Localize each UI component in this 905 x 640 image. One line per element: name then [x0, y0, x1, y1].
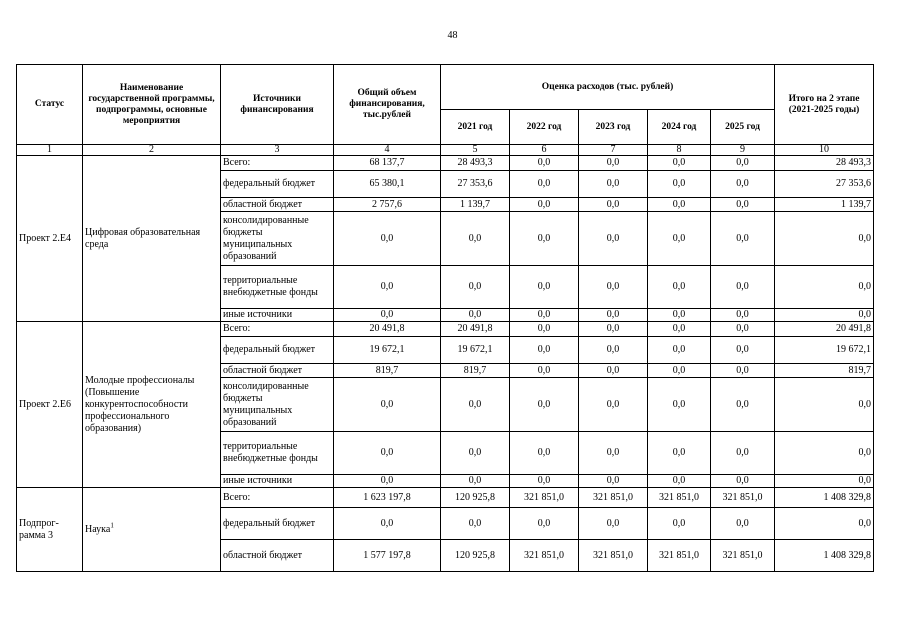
amount-y2024: 0,0 — [648, 378, 711, 432]
amount-y2025: 0,0 — [711, 171, 775, 198]
amount-y2024: 0,0 — [648, 508, 711, 540]
amount-y2024: 0,0 — [648, 171, 711, 198]
header-name: Наименование государственной программы, подпрограммы, основные мероприятия — [83, 65, 221, 145]
funding-source: федеральный бюджет — [221, 171, 334, 198]
amount-y2021: 819,7 — [441, 364, 510, 378]
column-number: 8 — [648, 145, 711, 156]
amount-y2025: 0,0 — [711, 364, 775, 378]
amount-y2021: 0,0 — [441, 475, 510, 488]
section-status: Проект 2.Е6 — [17, 322, 83, 488]
table-row — [17, 156, 874, 171]
amount-y2024: 0,0 — [648, 309, 711, 322]
amount-y2022: 0,0 — [510, 212, 579, 266]
amount-y2025: 0,0 — [711, 337, 775, 364]
amount-y2023: 0,0 — [579, 475, 648, 488]
header-year: 2025 год — [711, 110, 775, 145]
column-number: 2 — [83, 145, 221, 156]
amount-stage-total: 0,0 — [775, 475, 874, 488]
amount-total: 19 672,1 — [334, 337, 441, 364]
funding-source: территориальные внебюджетные фонды — [221, 432, 334, 475]
amount-y2024: 0,0 — [648, 337, 711, 364]
amount-y2021: 0,0 — [441, 432, 510, 475]
amount-stage-total: 1 139,7 — [775, 198, 874, 212]
amount-y2022: 0,0 — [510, 432, 579, 475]
amount-y2023: 0,0 — [579, 432, 648, 475]
column-number: 4 — [334, 145, 441, 156]
amount-stage-total: 0,0 — [775, 266, 874, 309]
amount-y2025: 0,0 — [711, 322, 775, 337]
header-status: Статус — [17, 65, 83, 145]
amount-stage-total: 0,0 — [775, 508, 874, 540]
amount-stage-total: 20 491,8 — [775, 322, 874, 337]
table-body — [17, 156, 874, 572]
column-number: 3 — [221, 145, 334, 156]
header-sources: Источники финансирования — [221, 65, 334, 145]
amount-y2022: 0,0 — [510, 322, 579, 337]
amount-y2023: 0,0 — [579, 378, 648, 432]
header-stage-total: Итого на 2 этапе (2021-2025 годы) — [775, 65, 874, 145]
amount-y2025: 0,0 — [711, 156, 775, 171]
amount-total: 0,0 — [334, 432, 441, 475]
amount-stage-total: 1 408 329,8 — [775, 488, 874, 508]
amount-y2023: 0,0 — [579, 171, 648, 198]
amount-stage-total: 0,0 — [775, 432, 874, 475]
section-name-text: Цифровая образовательная среда — [85, 226, 201, 250]
section-name — [83, 322, 221, 488]
section-status: Проект 2.Е4 — [17, 156, 83, 322]
amount-y2025: 0,0 — [711, 378, 775, 432]
amount-y2023: 0,0 — [579, 322, 648, 337]
amount-y2023: 0,0 — [579, 156, 648, 171]
amount-total: 0,0 — [334, 508, 441, 540]
section-name-text: Молодые профессионалы (Повышение конкурентоспособности профессионального образования) — [85, 374, 195, 434]
amount-y2025: 321 851,0 — [711, 488, 775, 508]
amount-y2023: 0,0 — [579, 212, 648, 266]
amount-y2025: 0,0 — [711, 475, 775, 488]
amount-y2025: 0,0 — [711, 266, 775, 309]
amount-total: 2 757,6 — [334, 198, 441, 212]
amount-y2024: 0,0 — [648, 198, 711, 212]
amount-y2024: 321 851,0 — [648, 540, 711, 572]
table-row — [17, 322, 874, 337]
footnote-marker: 1 — [110, 521, 114, 530]
amount-y2025: 0,0 — [711, 508, 775, 540]
amount-y2022: 321 851,0 — [510, 540, 579, 572]
header-year: 2021 год — [441, 110, 510, 145]
column-number: 9 — [711, 145, 775, 156]
amount-y2024: 0,0 — [648, 432, 711, 475]
amount-y2022: 0,0 — [510, 378, 579, 432]
amount-y2021: 0,0 — [441, 266, 510, 309]
amount-y2021: 20 491,8 — [441, 322, 510, 337]
amount-stage-total: 1 408 329,8 — [775, 540, 874, 572]
amount-y2024: 0,0 — [648, 156, 711, 171]
section-status: Подпрог-рамма 3 — [17, 488, 83, 572]
funding-source: областной бюджет — [221, 540, 334, 572]
amount-y2024: 321 851,0 — [648, 488, 711, 508]
amount-y2021: 1 139,7 — [441, 198, 510, 212]
column-number: 6 — [510, 145, 579, 156]
amount-y2024: 0,0 — [648, 322, 711, 337]
amount-total: 0,0 — [334, 378, 441, 432]
table-row — [17, 488, 874, 508]
amount-y2022: 0,0 — [510, 171, 579, 198]
header-year: 2024 год — [648, 110, 711, 145]
amount-total: 819,7 — [334, 364, 441, 378]
amount-total: 65 380,1 — [334, 171, 441, 198]
amount-y2023: 321 851,0 — [579, 488, 648, 508]
amount-stage-total: 0,0 — [775, 212, 874, 266]
amount-y2021: 27 353,6 — [441, 171, 510, 198]
amount-y2025: 0,0 — [711, 309, 775, 322]
amount-total: 0,0 — [334, 475, 441, 488]
amount-stage-total: 819,7 — [775, 364, 874, 378]
amount-total: 0,0 — [334, 266, 441, 309]
funding-source: консолидированные бюджеты муниципальных образований — [221, 212, 334, 266]
amount-y2022: 0,0 — [510, 266, 579, 309]
column-number: 1 — [17, 145, 83, 156]
header-estimate: Оценка расходов (тыс. рублей) — [441, 65, 775, 110]
header-year: 2022 год — [510, 110, 579, 145]
amount-y2021: 0,0 — [441, 508, 510, 540]
amount-stage-total: 0,0 — [775, 378, 874, 432]
amount-y2023: 0,0 — [579, 508, 648, 540]
amount-y2025: 0,0 — [711, 432, 775, 475]
funding-source: федеральный бюджет — [221, 508, 334, 540]
section-name — [83, 488, 221, 572]
amount-total: 1 577 197,8 — [334, 540, 441, 572]
amount-y2023: 0,0 — [579, 337, 648, 364]
amount-y2025: 321 851,0 — [711, 540, 775, 572]
funding-source: Всего: — [221, 156, 334, 171]
amount-y2022: 0,0 — [510, 309, 579, 322]
amount-total: 1 623 197,8 — [334, 488, 441, 508]
amount-total: 0,0 — [334, 212, 441, 266]
amount-y2024: 0,0 — [648, 266, 711, 309]
amount-stage-total: 27 353,6 — [775, 171, 874, 198]
funding-source: консолидированные бюджеты муниципальных образований — [221, 378, 334, 432]
funding-source: иные источники — [221, 475, 334, 488]
amount-stage-total: 0,0 — [775, 309, 874, 322]
amount-y2022: 0,0 — [510, 337, 579, 364]
amount-stage-total: 28 493,3 — [775, 156, 874, 171]
amount-y2021: 120 925,8 — [441, 540, 510, 572]
header-year: 2023 год — [579, 110, 648, 145]
budget-table — [16, 64, 874, 572]
amount-y2023: 0,0 — [579, 309, 648, 322]
amount-total: 0,0 — [334, 309, 441, 322]
amount-y2021: 0,0 — [441, 212, 510, 266]
amount-y2022: 0,0 — [510, 475, 579, 488]
amount-y2023: 0,0 — [579, 364, 648, 378]
funding-source: Всего: — [221, 488, 334, 508]
amount-y2022: 0,0 — [510, 508, 579, 540]
amount-total: 20 491,8 — [334, 322, 441, 337]
amount-y2025: 0,0 — [711, 198, 775, 212]
funding-source: областной бюджет — [221, 364, 334, 378]
amount-y2023: 0,0 — [579, 198, 648, 212]
amount-y2022: 0,0 — [510, 198, 579, 212]
amount-total: 68 137,7 — [334, 156, 441, 171]
amount-y2024: 0,0 — [648, 475, 711, 488]
amount-y2023: 0,0 — [579, 266, 648, 309]
section-name — [83, 156, 221, 322]
amount-y2021: 28 493,3 — [441, 156, 510, 171]
funding-source: федеральный бюджет — [221, 337, 334, 364]
column-number: 5 — [441, 145, 510, 156]
amount-y2021: 0,0 — [441, 378, 510, 432]
amount-y2021: 0,0 — [441, 309, 510, 322]
header-total: Общий объем финансирования, тыс.рублей — [334, 65, 441, 145]
amount-y2022: 0,0 — [510, 156, 579, 171]
column-number: 7 — [579, 145, 648, 156]
column-number: 10 — [775, 145, 874, 156]
amount-y2024: 0,0 — [648, 212, 711, 266]
amount-y2021: 19 672,1 — [441, 337, 510, 364]
amount-y2023: 321 851,0 — [579, 540, 648, 572]
amount-y2024: 0,0 — [648, 364, 711, 378]
section-name-text: Наука — [85, 523, 111, 535]
amount-stage-total: 19 672,1 — [775, 337, 874, 364]
funding-source: территориальные внебюджетные фонды — [221, 266, 334, 309]
funding-source: областной бюджет — [221, 198, 334, 212]
amount-y2022: 0,0 — [510, 364, 579, 378]
funding-source: иные источники — [221, 309, 334, 322]
amount-y2021: 120 925,8 — [441, 488, 510, 508]
amount-y2025: 0,0 — [711, 212, 775, 266]
amount-y2022: 321 851,0 — [510, 488, 579, 508]
funding-source: Всего: — [221, 322, 334, 337]
page-number: 48 — [447, 30, 458, 41]
